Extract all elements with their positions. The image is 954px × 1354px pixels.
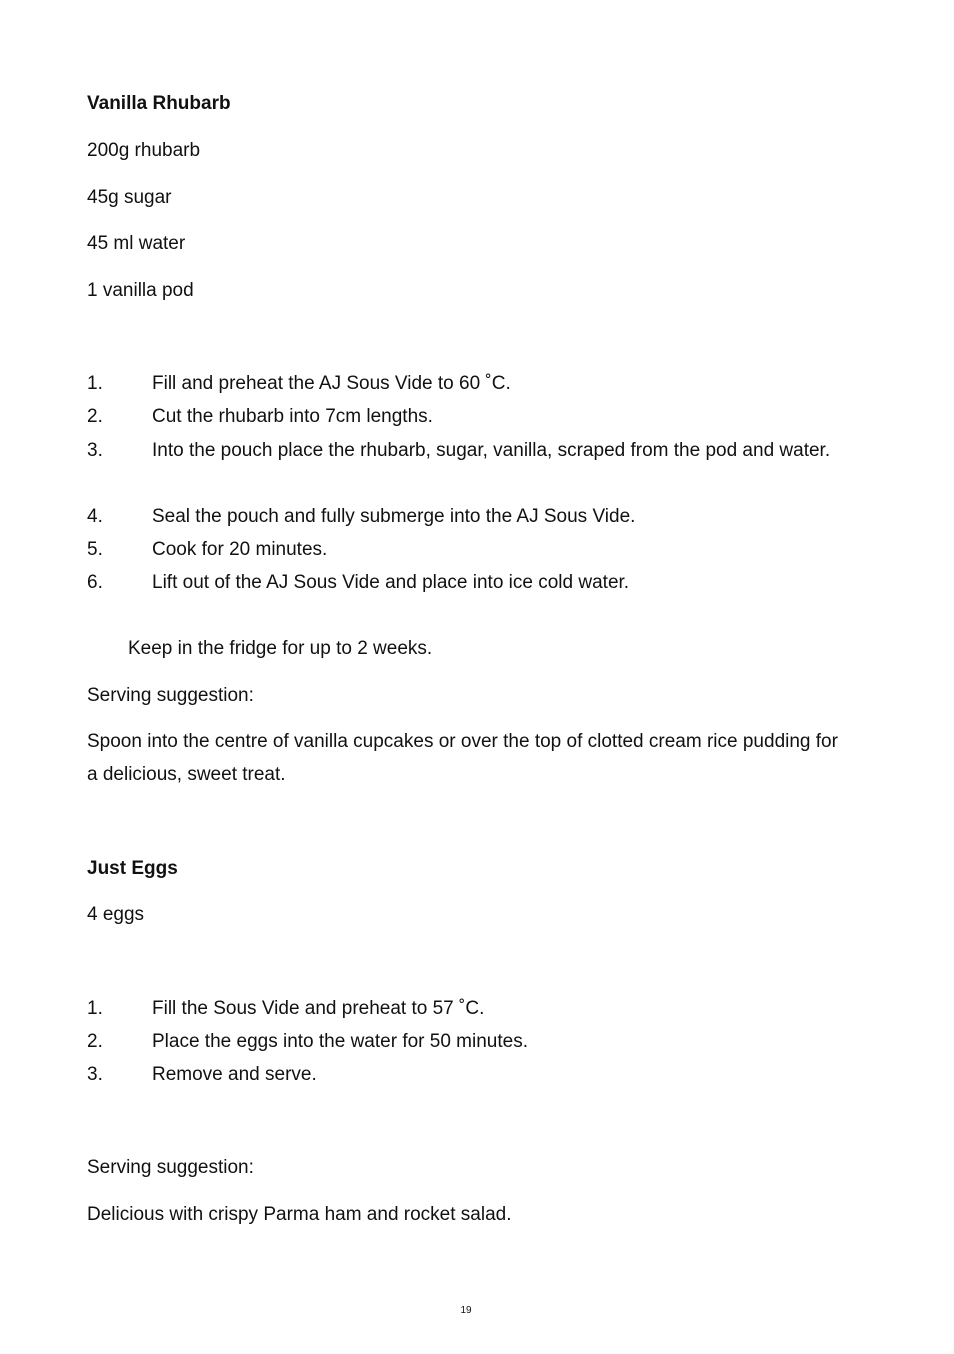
ingredient-item: 1 vanilla pod: [87, 280, 194, 301]
serving-suggestion-label: Serving suggestion:: [87, 1157, 254, 1178]
ingredient-item: 200g rhubarb: [87, 140, 201, 161]
step-text: Fill and preheat the AJ Sous Vide to 60 ˚C.: [152, 373, 511, 394]
ingredient-item: 4 eggs: [87, 904, 145, 925]
ingredient-item: 45g sugar: [87, 187, 172, 208]
page-number: 19: [460, 1305, 472, 1316]
step-text: Cut the rhubarb into 7cm lengths.: [152, 406, 433, 427]
step-text: Remove and serve.: [152, 1064, 317, 1085]
method-step: [87, 400, 867, 433]
step-number: 5.: [87, 539, 103, 560]
method-step: [87, 533, 867, 566]
step-number: 6.: [87, 572, 103, 593]
recipe-title-vanilla-rhubarb: Vanilla Rhubarb: [87, 93, 231, 114]
serving-suggestion-label: Serving suggestion:: [87, 685, 254, 706]
step-number: 4.: [87, 506, 103, 527]
storage-note: Keep in the fridge for up to 2 weeks.: [128, 638, 433, 659]
step-number: 2.: [87, 1031, 103, 1052]
method-step: [87, 992, 867, 1025]
method-step: [87, 1058, 867, 1091]
step-number: 1.: [87, 998, 103, 1019]
step-number: 2.: [87, 406, 103, 427]
method-step: [87, 434, 867, 467]
method-step: [87, 500, 867, 533]
ingredient-item: 45 ml water: [87, 233, 186, 254]
step-text: Place the eggs into the water for 50 minutes.: [152, 1031, 528, 1052]
serving-suggestion-text: Spoon into the centre of vanilla cupcakes or over the top of clotted cream rice pudding for a delicious, sweet treat.: [87, 731, 838, 785]
serving-suggestion-text: Delicious with crispy Parma ham and rocket salad.: [87, 1204, 512, 1225]
step-text: Into the pouch place the rhubarb, sugar, vanilla, scraped from the pod and water.: [152, 440, 831, 461]
step-text: Fill the Sous Vide and preheat to 57 ˚C.: [152, 998, 485, 1019]
method-step: [87, 1025, 867, 1058]
step-number: 3.: [87, 440, 103, 461]
method-step: [87, 566, 867, 599]
step-text: Cook for 20 minutes.: [152, 539, 328, 560]
step-number: 3.: [87, 1064, 103, 1085]
step-text: Lift out of the AJ Sous Vide and place into ice cold water.: [152, 572, 630, 593]
recipe-title-just-eggs: Just Eggs: [87, 858, 178, 879]
step-text: Seal the pouch and fully submerge into the AJ Sous Vide.: [152, 506, 636, 527]
method-step: [87, 367, 867, 400]
step-number: 1.: [87, 373, 103, 394]
